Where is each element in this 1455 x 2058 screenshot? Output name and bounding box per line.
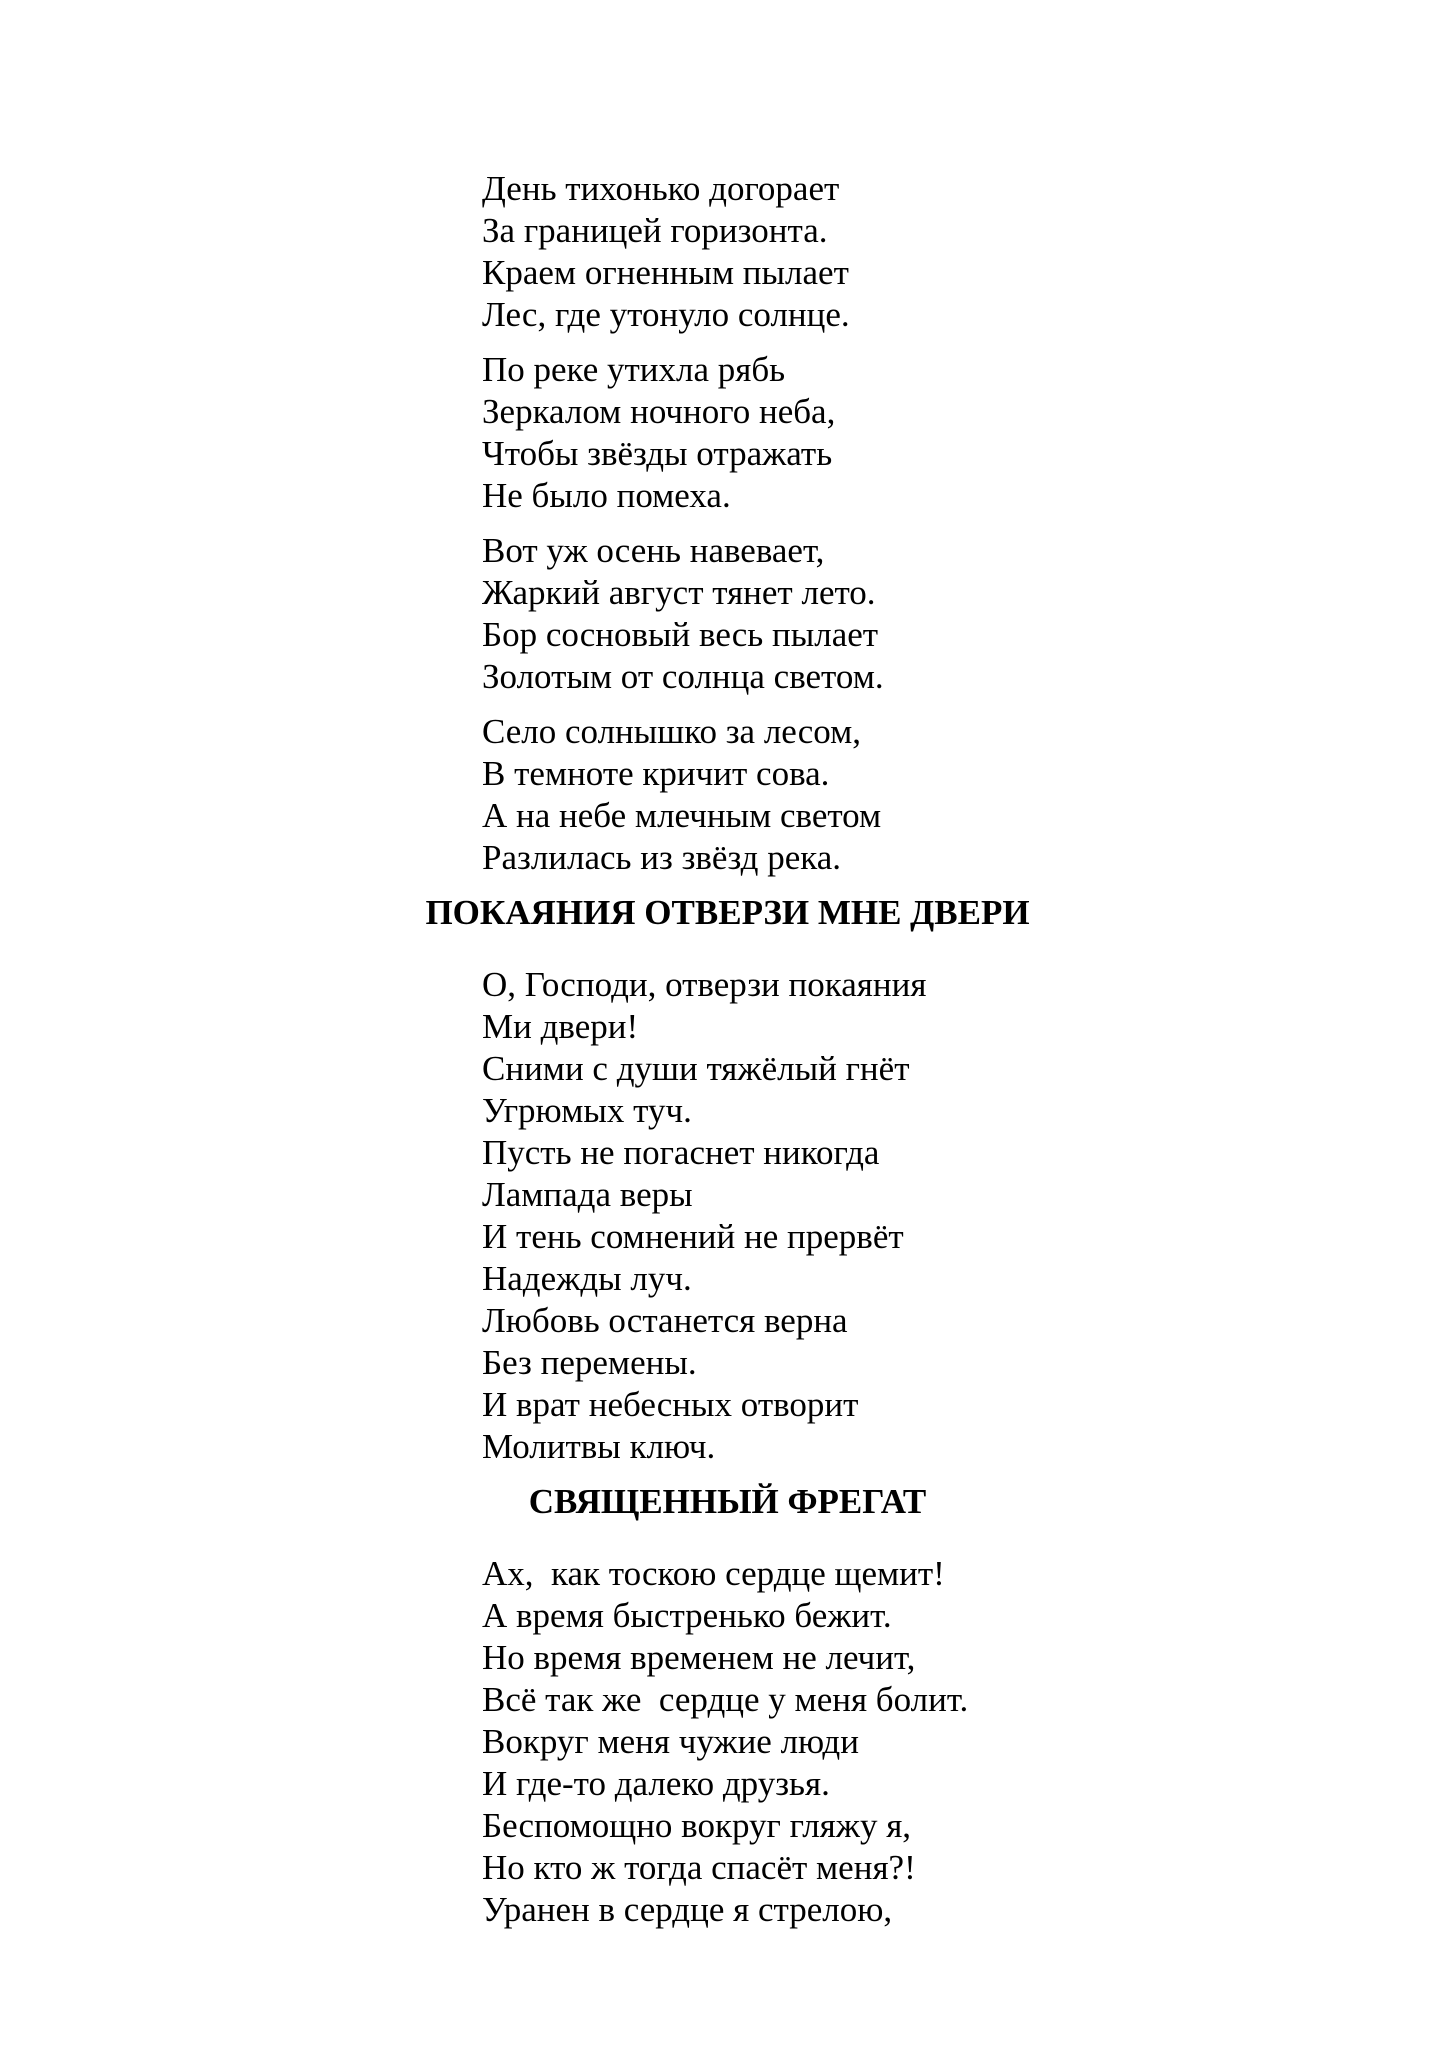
- poem-line: И тень сомнений не прервёт: [482, 1217, 904, 1256]
- poem-line: А на небе млечным светом: [482, 796, 882, 835]
- poem-line: В темноте кричит сова.: [482, 754, 830, 793]
- poem-line: Золотым от солнца светом.: [482, 657, 884, 696]
- poem-line: Но кто ж тогда спасёт меня?!: [482, 1848, 916, 1887]
- poem-line: И врат небесных отворит: [482, 1385, 859, 1424]
- poem-line: Жаркий август тянет лето.: [482, 573, 876, 612]
- poem-line: Вот уж осень навевает,: [482, 531, 825, 570]
- poem-line: Не было помеха.: [482, 476, 731, 515]
- poem-line: Ми двери!: [482, 1007, 639, 1046]
- poem-line: Село солнышко за лесом,: [482, 712, 861, 751]
- stanza: [482, 964, 1395, 1468]
- poem-line: Всё так же сердце у меня болит.: [482, 1680, 969, 1719]
- stanza: [482, 349, 1395, 517]
- poem-line: Сними с души тяжёлый гнёт: [482, 1049, 910, 1088]
- poem-line: Бор сосновый весь пылает: [482, 615, 879, 654]
- poem-line: Молитвы ключ.: [482, 1427, 716, 1466]
- poem-line: Зеркалом ночного неба,: [482, 392, 836, 431]
- poem-line: Краем огненным пылает: [482, 253, 849, 292]
- poem-line: Беспомощно вокруг гляжу я,: [482, 1806, 912, 1845]
- stanza: [482, 168, 1395, 336]
- poem-line: Уранен в сердце я стрелою,: [482, 1890, 893, 1929]
- poem-line: Ах, как тоскою сердце щемит!: [482, 1554, 945, 1593]
- stanza: [482, 711, 1395, 879]
- poem-line: По реке утихла рябь: [482, 350, 786, 389]
- poem-line: Чтобы звёзды отражать: [482, 434, 833, 473]
- poem-title: СВЯЩЕННЫЙ ФРЕГАТ: [528, 1482, 927, 1521]
- poem-line: Но время временем не лечит,: [482, 1638, 916, 1677]
- poem-line: Пусть не погаснет никогда: [482, 1133, 880, 1172]
- poem-line: Угрюмых туч.: [482, 1091, 692, 1130]
- poem-line: О, Господи, отверзи покаяния: [482, 965, 927, 1004]
- poem-line: За границей горизонта.: [482, 211, 828, 250]
- poem-line: День тихонько догорает: [482, 169, 840, 208]
- poem-line: А время быстренько бежит.: [482, 1596, 892, 1635]
- poem-line: Лес, где утонуло солнце.: [482, 295, 850, 334]
- poem-line: Вокруг меня чужие люди: [482, 1722, 859, 1761]
- poem-line: Любовь останется верна: [482, 1301, 848, 1340]
- stanza: [482, 530, 1395, 698]
- poem-line: И где-то далеко друзья.: [482, 1764, 830, 1803]
- poem-line: Без перемены.: [482, 1343, 697, 1382]
- poem-title: ПОКАЯНИЯ ОТВЕРЗИ МНЕ ДВЕРИ: [425, 893, 1030, 932]
- poem-line: Разлилась из звёзд река.: [482, 838, 842, 877]
- poem-line: Лампада веры: [482, 1175, 693, 1214]
- stanza: [482, 1553, 1395, 1931]
- poem-line: Надежды луч.: [482, 1259, 692, 1298]
